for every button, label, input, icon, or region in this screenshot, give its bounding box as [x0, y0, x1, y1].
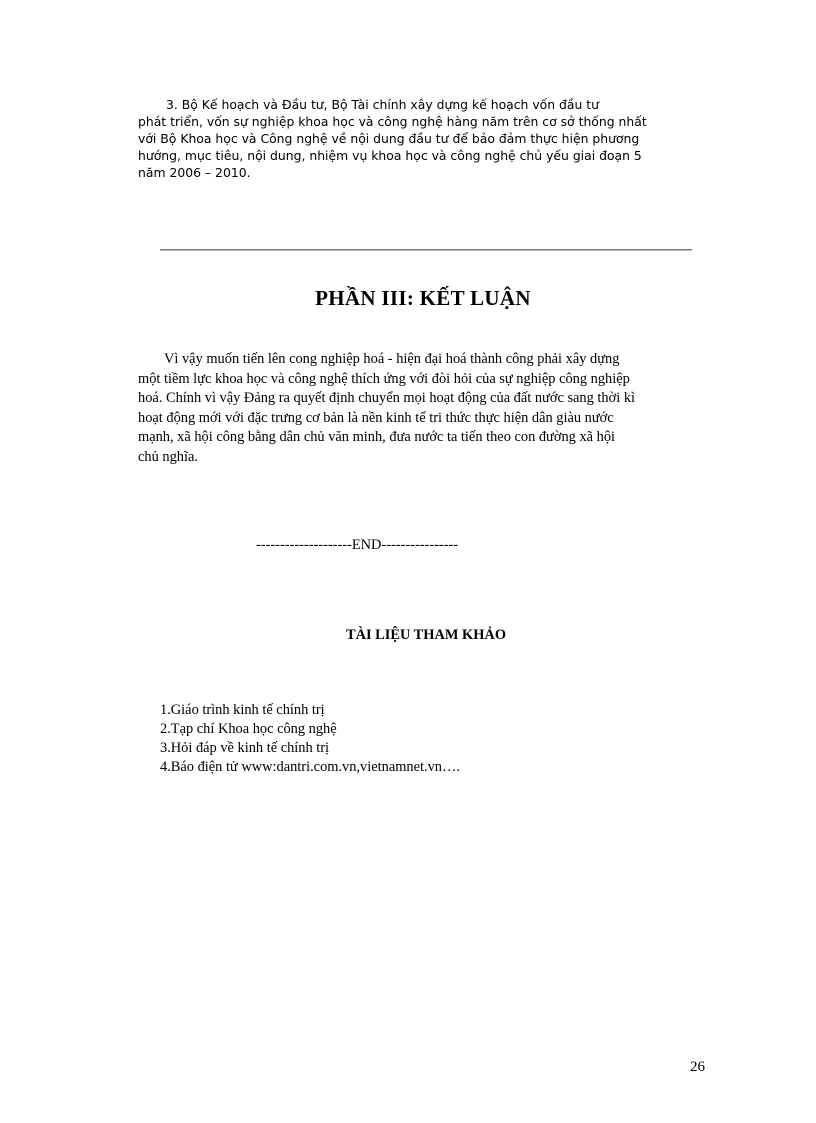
- references-list: [160, 701, 460, 777]
- paragraph-line: hoạt động mới với đặc trưng cơ bản là nền kinh tế tri thức thực hiện dân giàu nước: [138, 409, 614, 426]
- paragraph-line: hướng, mục tiêu, nội dung, nhiệm vụ khoa học và công nghệ chủ yếu giai đoạn 5: [138, 148, 642, 163]
- references-title: TÀI LIỆU THAM KHẢO: [345, 627, 507, 643]
- paragraph-line: một tiềm lực khoa học và công nghệ thích ứng với đòi hỏi của sự nghiệp công nghiệp: [138, 370, 630, 387]
- page-number: 26: [690, 1059, 705, 1075]
- reference-item: 3.Hỏi đáp về kinh tế chính trị: [160, 740, 330, 756]
- conclusion-paragraph: [138, 350, 694, 467]
- paragraph-line: chủ nghĩa.: [138, 448, 198, 465]
- reference-item: 4.Báo điện tử www:dantri.com.vn,vietnamnet.vn….: [160, 759, 460, 775]
- part3-heading: PHẦN III: KẾT LUẬN: [315, 286, 531, 310]
- paragraph-line: với Bộ Khoa học và Công nghệ về nội dung đầu tư để bảo đảm thực hiện phương: [138, 131, 640, 146]
- paragraph-line: năm 2006 – 2010.: [138, 165, 251, 180]
- paragraph-line: mạnh, xã hội công bằng dân chủ văn minh, đưa nước ta tiến theo con đường xã hội: [138, 429, 616, 445]
- paragraph-line: hoá. Chính vì vậy Đảng ra quyết định chuyển mọi hoạt động của đất nước sang thời kì: [138, 390, 636, 406]
- paragraph-line: 3. Bộ Kế hoạch và Đầu tư, Bộ Tài chính xây dựng kế hoạch vốn đầu tư: [166, 97, 600, 112]
- end-marker: --------------------END----------------: [256, 537, 459, 553]
- horizontal-divider: [160, 249, 692, 251]
- paragraph-line: phát triển, vốn sự nghiệp khoa học và công nghệ hàng năm trên cơ sở thống nhất: [138, 114, 647, 129]
- reference-item: 1.Giáo trình kinh tế chính trị: [160, 702, 325, 718]
- paragraph-line: Vì vậy muốn tiến lên cong nghiệp hoá - hiện đại hoá thành công phải xây dựng: [164, 351, 620, 367]
- section3-paragraph: [138, 96, 698, 181]
- reference-item: 2.Tạp chí Khoa học công nghệ: [160, 721, 337, 737]
